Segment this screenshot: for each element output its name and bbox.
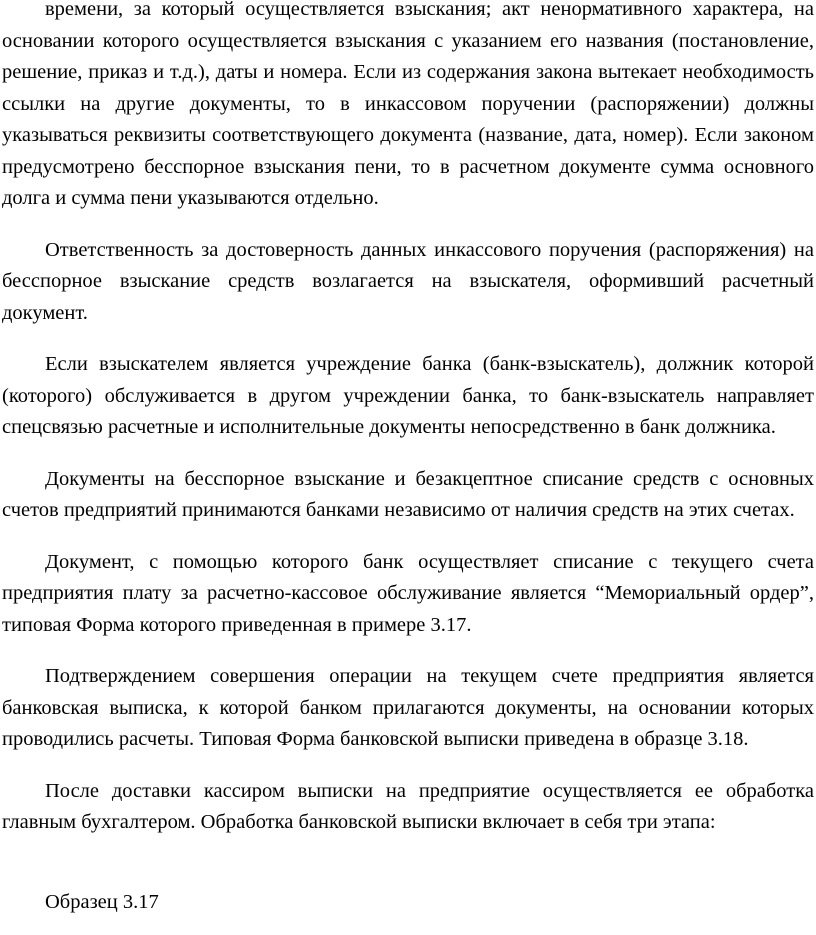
paragraph-gap — [2, 444, 814, 464]
paragraph-continuation: времени, за который осуществляется взыскания; акт ненормативного характера, на основании которого осуществляется взыскания с указанием его названия (постановление, решение, приказ и т.д.), даты и номера. Если из содержания закона вытекает необходимость ссылки на другие документы, то в инкассовом поручении (распоряжении) должны указываться реквизиты соответствующего документа (название, дата, номер). Если законом предусмотрено бесспорное взыскания пени, то в расчетном документе сумма основного долга и сумма пени указываются отдельно. — [2, 0, 814, 209]
paragraph-processing: После доставки кассиром выписки на предприятие осуществляется ее обработка главным бухгалтером. Обработка банковской выписки включает в себя три этапа: — [2, 779, 814, 833]
paragraph-gap — [2, 756, 814, 776]
paragraph-gap — [2, 527, 814, 547]
paragraph-bank-statement: Подтверждением совершения операции на текущем счете предприятия является банковская выписка, к которой банком прилагаются документы, на основании которых проводились расчеты. Типовая Форма банковской выписки приведена в образце 3.18. — [2, 665, 814, 750]
paragraph-gap — [2, 641, 814, 661]
sample-caption: Образец 3.17 — [45, 891, 159, 913]
paragraph-documents: Документы на бесспорное взыскание и безакцептное списание средств с основных счетов предприятий принимаются банками независимо от наличия средств на этих счетах. — [2, 467, 814, 521]
paragraph-gap — [2, 329, 814, 349]
paragraph-gap — [2, 215, 814, 235]
paragraph-responsibility: Ответственность за достоверность данных инкассового поручения (распоряжения) на бесспорное взыскание средств возлагается на взыскателя, оформивший расчетный документ. — [2, 238, 814, 324]
paragraph-memorial-order: Документ, с помощью которого банк осуществляет списание с текущего счета предприятия плату за расчетно-кассовое обслуживание является “Мемориальный ордер”, типовая Форма которого приведенная в примере 3.17. — [2, 550, 814, 636]
paragraph-bank-collector: Если взыскателем является учреждение банка (банк-взыскатель), должник которой (которого) обслуживается в другом учреждении банка, то банк-взыскатель направляет спецсвязью расчетные и исполнительные документы непосредственно в банк должника. — [2, 353, 814, 438]
